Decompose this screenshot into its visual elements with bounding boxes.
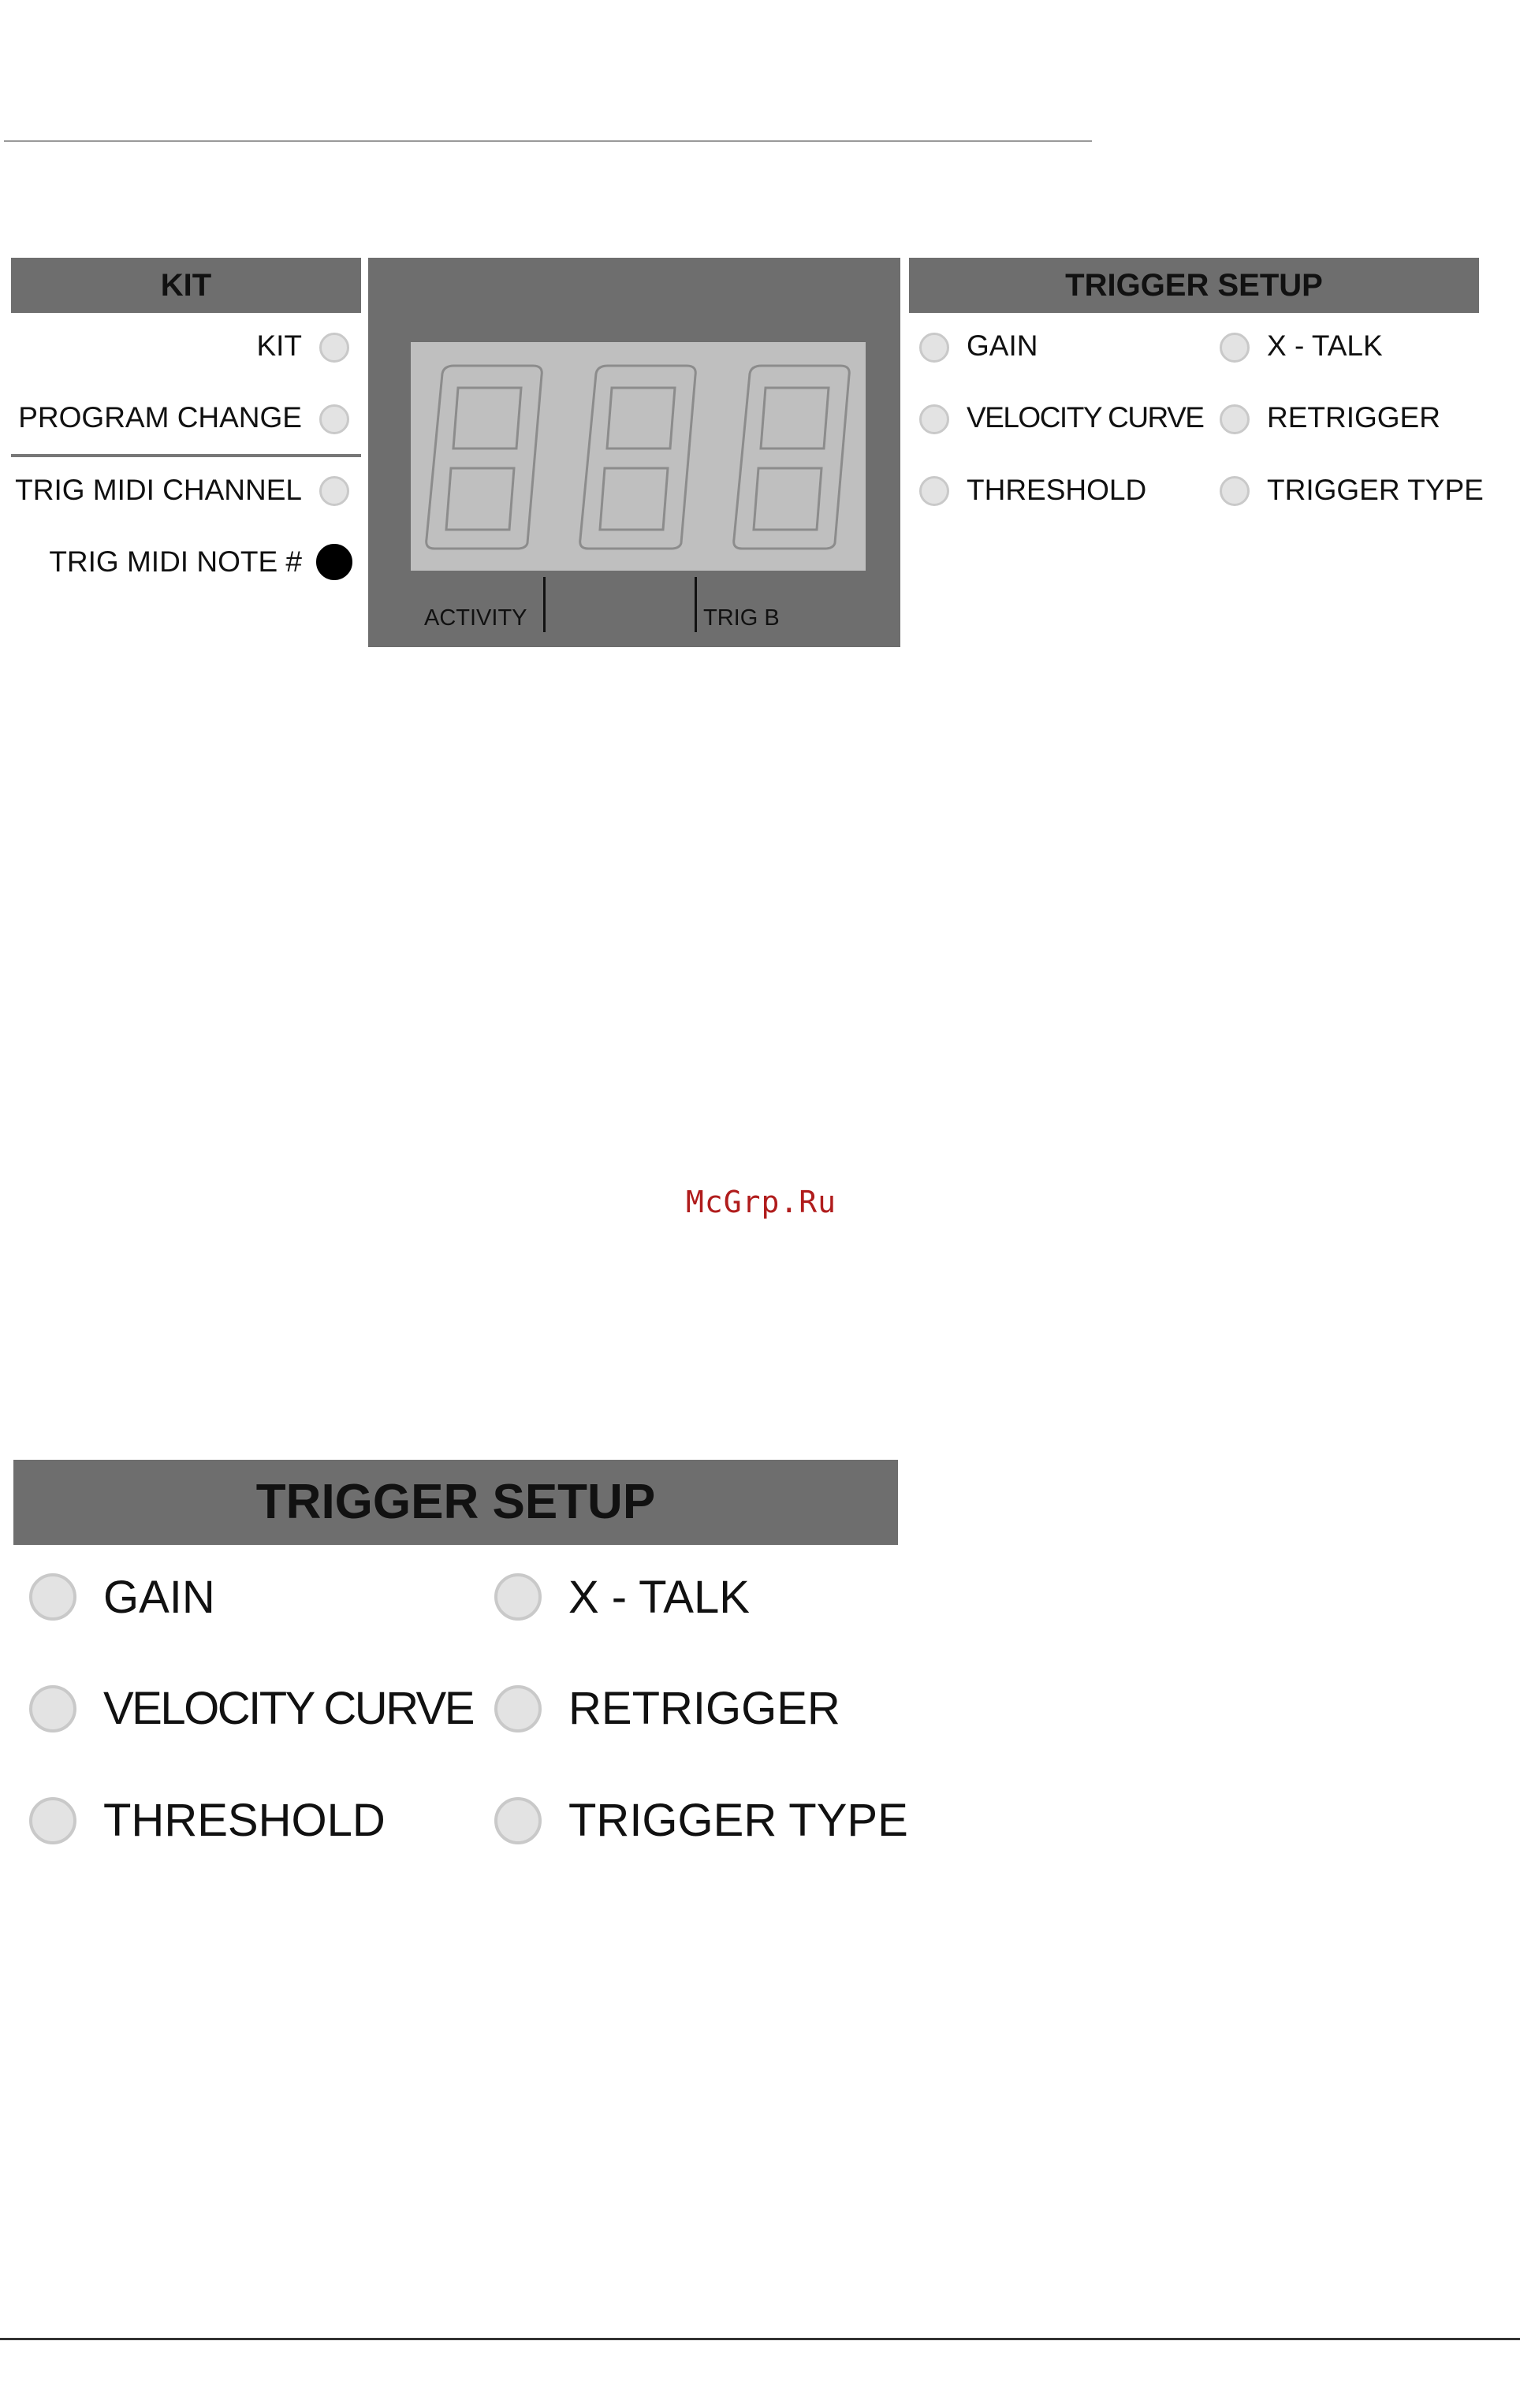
trigger-type-led[interactable]	[1220, 476, 1250, 506]
retrigger-label: RETRIGGER	[1267, 401, 1440, 434]
trigger-setup-header: TRIGGER SETUP	[909, 258, 1479, 313]
velocity-curve-label-large: VELOCITY CURVE	[103, 1683, 473, 1734]
activity-indicator	[543, 577, 546, 632]
watermark: McGrp.Ru	[686, 1185, 837, 1219]
trigger-type-label-large: TRIGGER TYPE	[568, 1795, 908, 1846]
retrigger-led-large[interactable]	[494, 1685, 542, 1732]
gain-led-large[interactable]	[29, 1573, 76, 1621]
trig-b-indicator	[695, 577, 697, 632]
threshold-label: THRESHOLD	[967, 474, 1147, 506]
bottom-divider	[0, 2338, 1520, 2340]
seven-segment-digits	[411, 342, 866, 571]
trigger-type-label: TRIGGER TYPE	[1267, 474, 1484, 506]
gain-led[interactable]	[919, 333, 949, 363]
digit-2	[580, 366, 696, 549]
velocity-curve-led-large[interactable]	[29, 1685, 76, 1732]
threshold-led[interactable]	[919, 476, 949, 506]
trigger-setup-header-large: TRIGGER SETUP	[13, 1460, 898, 1545]
x-talk-led-large[interactable]	[494, 1573, 542, 1621]
velocity-curve-led[interactable]	[919, 404, 949, 434]
trig-midi-channel-label: TRIG MIDI CHANNEL	[15, 474, 302, 506]
kit-led[interactable]	[319, 333, 349, 363]
threshold-label-large: THRESHOLD	[103, 1795, 386, 1846]
top-divider	[4, 140, 1092, 142]
activity-label: ACTIVITY	[424, 605, 527, 631]
led-display-panel	[368, 258, 900, 647]
gain-label-large: GAIN	[103, 1572, 215, 1623]
threshold-led-large[interactable]	[29, 1797, 76, 1844]
kit-item-label: KIT	[256, 329, 302, 362]
kit-divider	[11, 454, 361, 457]
retrigger-led[interactable]	[1220, 404, 1250, 434]
trig-midi-note-label: TRIG MIDI NOTE #	[49, 545, 302, 578]
trig-midi-note-led[interactable]	[316, 544, 352, 580]
velocity-curve-label: VELOCITY CURVE	[967, 401, 1204, 434]
x-talk-led[interactable]	[1220, 333, 1250, 363]
kit-header: KIT	[11, 258, 361, 313]
trigger-type-led-large[interactable]	[494, 1797, 542, 1844]
gain-label: GAIN	[967, 329, 1038, 362]
x-talk-label: X - TALK	[1267, 329, 1383, 362]
digit-1	[427, 366, 542, 549]
trig-b-label: TRIG B	[703, 605, 780, 631]
trig-midi-channel-led[interactable]	[319, 476, 349, 506]
digit-3	[734, 366, 850, 549]
retrigger-label-large: RETRIGGER	[568, 1683, 840, 1734]
program-change-led[interactable]	[319, 404, 349, 434]
program-change-label: PROGRAM CHANGE	[18, 401, 302, 434]
seven-segment-screen	[411, 342, 866, 571]
x-talk-label-large: X - TALK	[568, 1572, 750, 1623]
